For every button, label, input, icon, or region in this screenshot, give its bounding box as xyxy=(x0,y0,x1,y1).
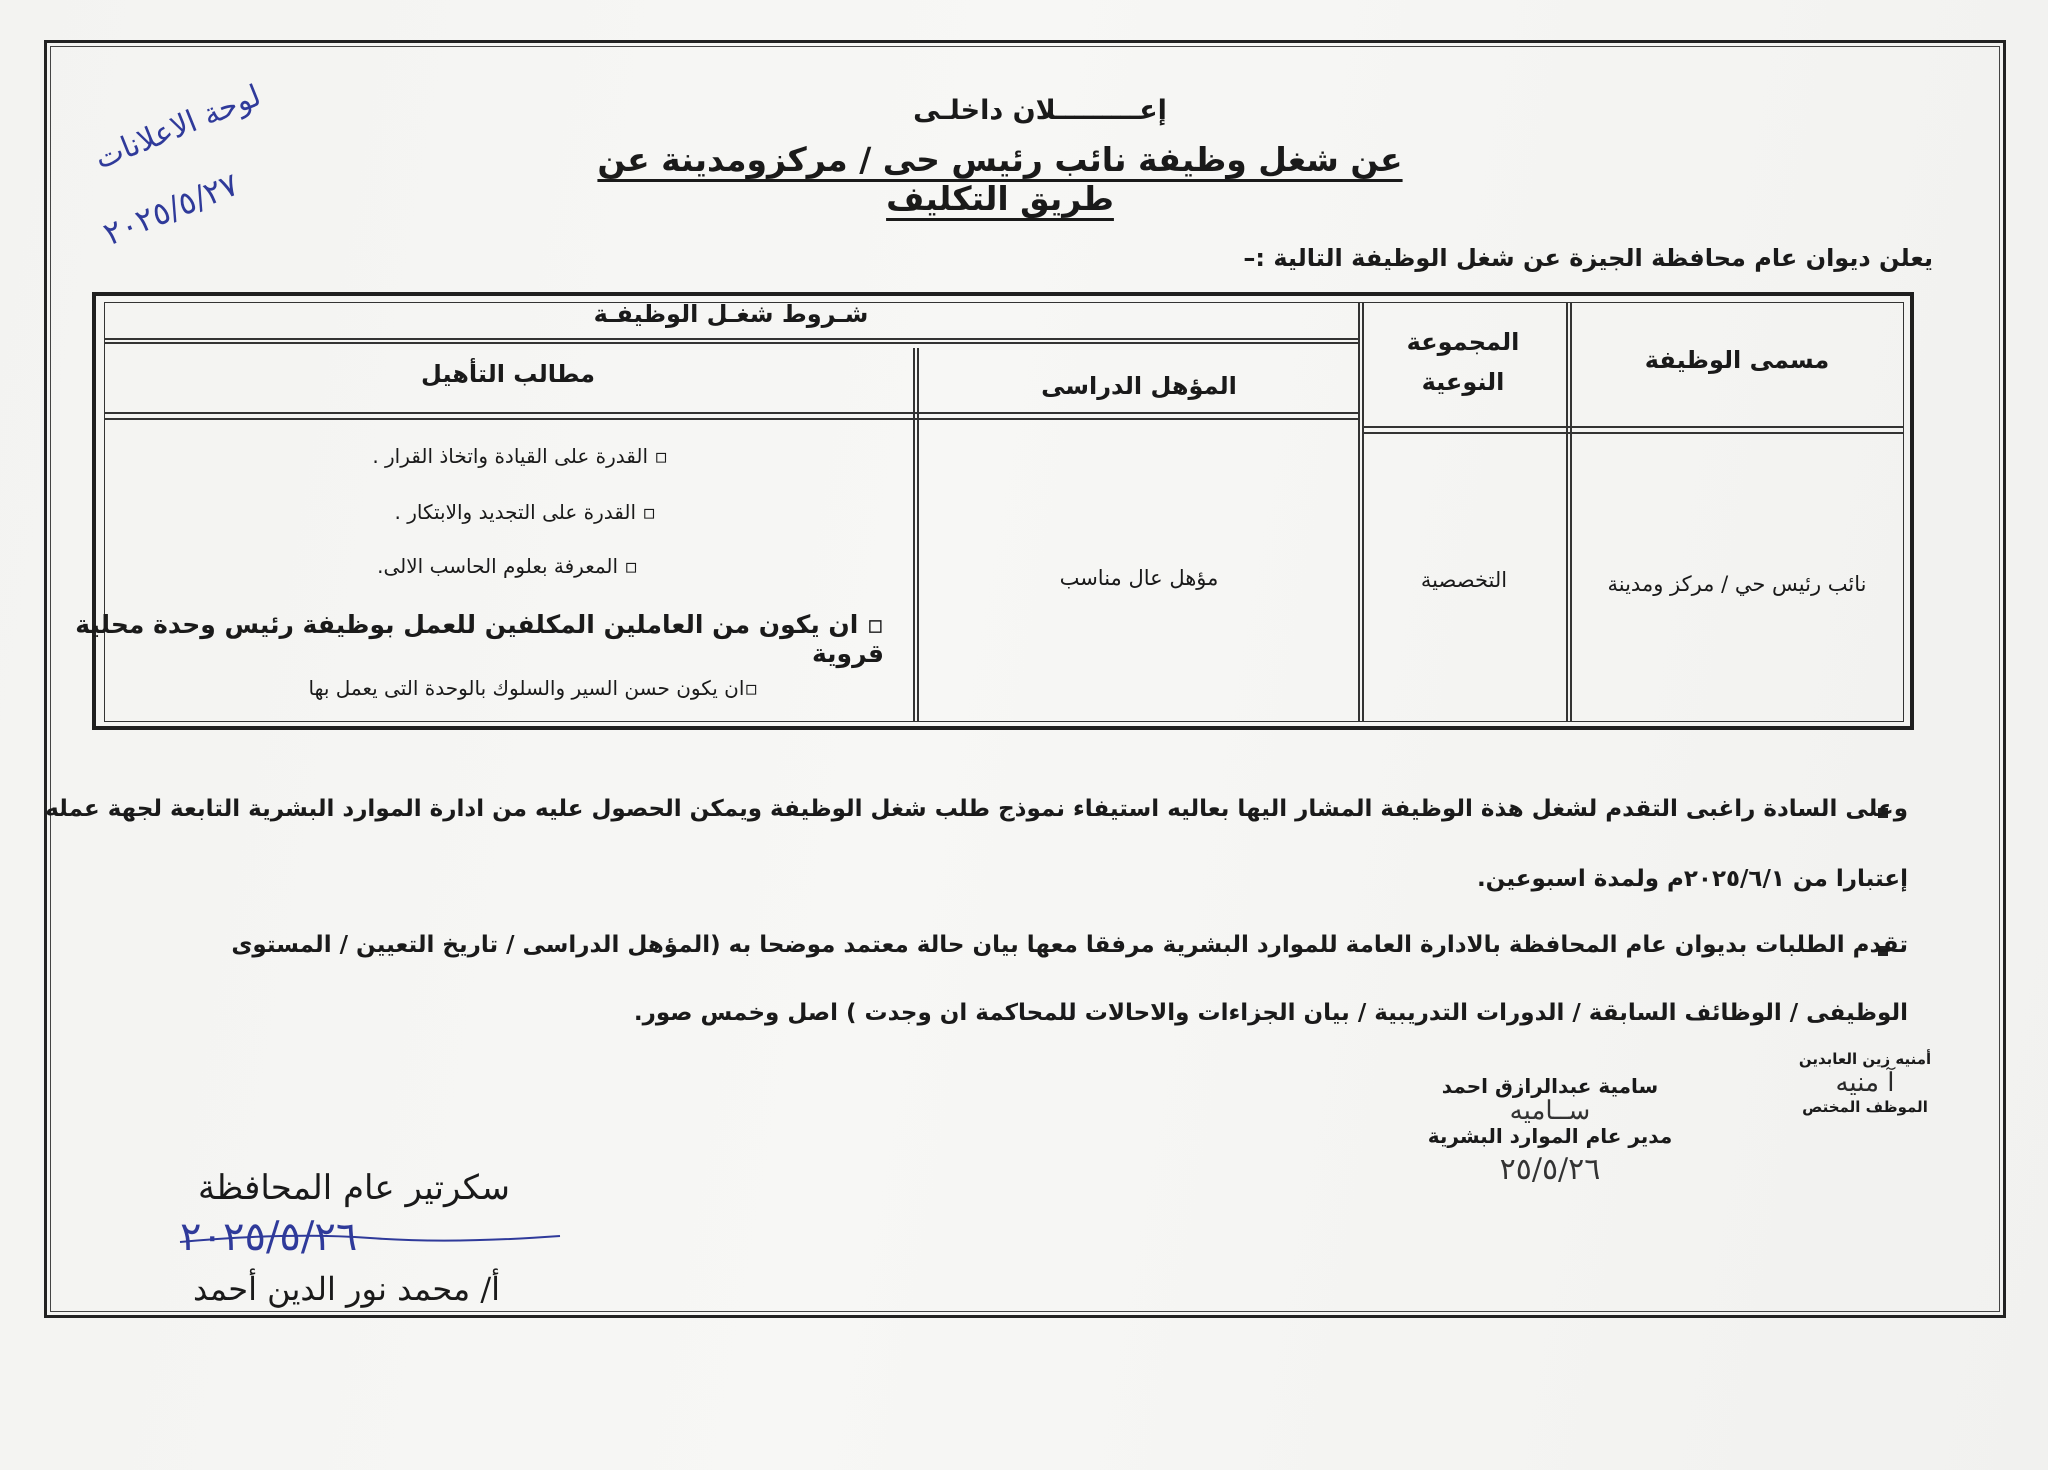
announcement-subtitle: عن شغل وظيفة نائب رئيس حى / مركزومدينة عن طريق التكليف xyxy=(597,140,1403,218)
hr-manager-date: ٢٥/٥/٢٦ xyxy=(1499,1152,1601,1187)
table-divider xyxy=(1362,432,1904,434)
requirement-item xyxy=(377,554,638,578)
hr-manager-title: مدير عام الموارد البشرية xyxy=(1427,1124,1673,1148)
bullet-icon: ▫ xyxy=(618,554,638,578)
table-divider xyxy=(913,348,915,722)
bullet-icon: ▫ xyxy=(858,610,884,639)
secretary-signature-block xyxy=(170,1168,570,1308)
paragraph-line: إعتبارا من ٢٠٢٥/٦/١م ولمدة اسبوعين. xyxy=(1476,866,1908,892)
employee-signature: آ منيه xyxy=(1835,1068,1895,1098)
hr-manager-signature: ســاميه xyxy=(1509,1096,1591,1126)
cell-qualification: مؤهل عال مناسب xyxy=(1059,566,1219,590)
bullet-icon: ▫ xyxy=(744,676,758,700)
bullet-icon: ▫ xyxy=(636,500,656,524)
margin-note-text: لوحة الاعلانات xyxy=(89,78,266,177)
table-divider xyxy=(1362,426,1904,428)
table-divider xyxy=(104,412,1360,414)
header-qualification: المؤهل الدراسى xyxy=(1041,372,1237,400)
secretary-name: أ/ محمد نور الدين أحمد xyxy=(192,1270,500,1308)
paragraph-line: تقدم الطلبات بديوان عام المحافظة بالادارة العامة للموارد البشرية مرفقا معها بيان حالة معتمد موضحا به (المؤهل الدراسى / تاريخ التعيين / المستوى xyxy=(231,932,1908,958)
paragraph-line: وعلى السادة راغبى التقدم لشغل هذة الوظيفة المشار اليها بعاليه استيفاء نموذج طلب شغل الوظيفة ويمكن الحصول عليه من ادارة الموارد البشرية التابعة لجهة عمله xyxy=(45,796,1908,822)
requirement-item xyxy=(0,610,884,668)
requirement-item xyxy=(372,444,668,468)
margin-note-date: ٢٠٢٥/٥/٢٧ xyxy=(98,164,244,254)
cell-group: التخصصية xyxy=(1420,568,1508,592)
requirement-item xyxy=(394,500,656,524)
employee-title: الموظف المختص xyxy=(1802,1098,1928,1116)
margin-note xyxy=(70,70,310,260)
header-group: المجموعة النوعية xyxy=(1406,328,1520,396)
hr-signature-block xyxy=(1400,1074,1700,1187)
requirement-item xyxy=(309,676,758,700)
table-divider xyxy=(104,342,1360,344)
requirement-text: المعرفة بعلوم الحاسب الالى. xyxy=(377,554,619,578)
hr-manager-name: سامية عبدالرازق احمد xyxy=(1441,1074,1659,1098)
signature-stroke xyxy=(170,1230,570,1250)
bullet-icon: ▫ xyxy=(648,444,668,468)
table-divider xyxy=(104,418,1360,420)
table-divider xyxy=(917,348,919,722)
table-divider xyxy=(1362,302,1364,722)
secretary-signature-date: ٢٠٢٥/٥/٢٦ xyxy=(180,1214,358,1260)
header-job-title: مسمى الوظيفة xyxy=(1644,346,1830,374)
requirement-text: ان يكون حسن السير والسلوك بالوحدة التى يعمل بها xyxy=(308,676,745,700)
intro-text: يعلن ديوان عام محافظة الجيزة عن شغل الوظيفة التالية :– xyxy=(1243,244,1933,272)
paragraph-line: الوظيفى / الوظائف السابقة / الدورات التدريبية / بيان الجزاءات والاحالات للمحاكمة ان وجدت ) اصل وخمس صور. xyxy=(633,1000,1908,1026)
announcement-title: إعـــــــــلان داخلـى xyxy=(913,95,1167,126)
table-divider xyxy=(1566,302,1568,722)
requirement-text: القدرة على القيادة واتخاذ القرار . xyxy=(372,444,649,468)
employee-name: أمنيه زين العابدين xyxy=(1798,1050,1932,1068)
header-requirements: مطالب التأهيل xyxy=(421,360,595,388)
secretary-title: سكرتير عام المحافظة xyxy=(198,1168,510,1208)
requirement-text: القدرة على التجديد والابتكار . xyxy=(394,500,637,524)
table-divider xyxy=(1358,302,1360,722)
requirement-text: ان يكون من العاملين المكلفين للعمل بوظيفة رئيس وحدة محلية قروية xyxy=(75,610,884,668)
header-conditions: شـروط شغـل الوظيفـة xyxy=(593,300,869,328)
cell-job-title: نائب رئيس حي / مركز ومدينة xyxy=(1607,572,1867,596)
table-divider xyxy=(104,338,1360,340)
employee-signature-block xyxy=(1790,1050,1940,1116)
